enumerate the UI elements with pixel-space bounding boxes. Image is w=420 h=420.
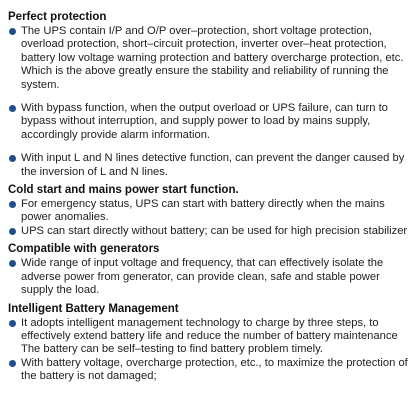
list-item — [8, 357, 414, 384]
section-generators — [8, 242, 414, 297]
bullet-dot-icon — [9, 260, 16, 267]
list-item — [8, 25, 414, 92]
list-item-text: The UPS contain I/P and O/P over–protection, short voltage protection, overload protection, short–circuit protection, inverter over–heat protection, battery low voltage warning protection and battery overcharge protection, etc. Which is the above greatly ensure the stability and reliability of running the system. — [21, 25, 404, 91]
bullet-list — [8, 257, 414, 297]
section-heading: Compatible with generators — [8, 243, 160, 256]
section-heading: Perfect protection — [8, 11, 107, 23]
bullet-dot-icon — [9, 320, 16, 327]
section-heading: Intelligent Battery Management — [8, 302, 179, 315]
section-perfect-protection — [8, 10, 414, 179]
list-item — [8, 152, 414, 179]
bullet-list — [8, 25, 414, 179]
section-heading: Cold start and mains power start function. — [8, 184, 239, 197]
bullet-list — [8, 198, 414, 238]
list-item-text: Wide range of input voltage and frequency, that can effectively isolate the adverse power from generator, can provide clean, safe and stable power supply the load. — [21, 257, 384, 297]
list-item-text: With bypass function, when the output overload or UPS failure, can turn to bypass without interruption, and supply power to load by mains supply, accordingly provide alarm information. — [21, 102, 388, 141]
list-item — [8, 257, 414, 297]
list-item-text: It adopts intelligent management technology to charge by three steps, to effectively extend battery life and reduce the number of battery maintenance — [21, 316, 398, 342]
list-item — [8, 317, 414, 357]
bullet-dot-icon — [9, 155, 16, 162]
list-item-subtext: The battery can be self–testing to find battery problem timely. — [21, 343, 324, 356]
list-item — [8, 198, 414, 225]
bullet-dot-icon — [9, 28, 16, 35]
section-battery-management — [8, 302, 414, 384]
list-item-text: With battery voltage, overcharge protection, etc., to maximize the protection of the battery is not damaged; — [21, 356, 408, 383]
list-item — [8, 225, 414, 238]
bullet-dot-icon — [9, 201, 16, 208]
list-item-text: For emergency status, UPS can start with battery directly when the mains power anomalies. — [21, 198, 385, 224]
list-item — [8, 102, 414, 142]
list-item-text: With input L and N lines detective function, can prevent the danger caused by the inversion of L and N lines. — [21, 152, 405, 178]
section-cold-start — [8, 183, 414, 238]
bullet-list — [8, 317, 414, 384]
bullet-dot-icon — [9, 360, 16, 367]
list-item-text: UPS can start directly without battery; can be used for high precision stabilizer — [21, 224, 408, 237]
bullet-dot-icon — [9, 105, 16, 112]
bullet-dot-icon — [9, 228, 16, 235]
